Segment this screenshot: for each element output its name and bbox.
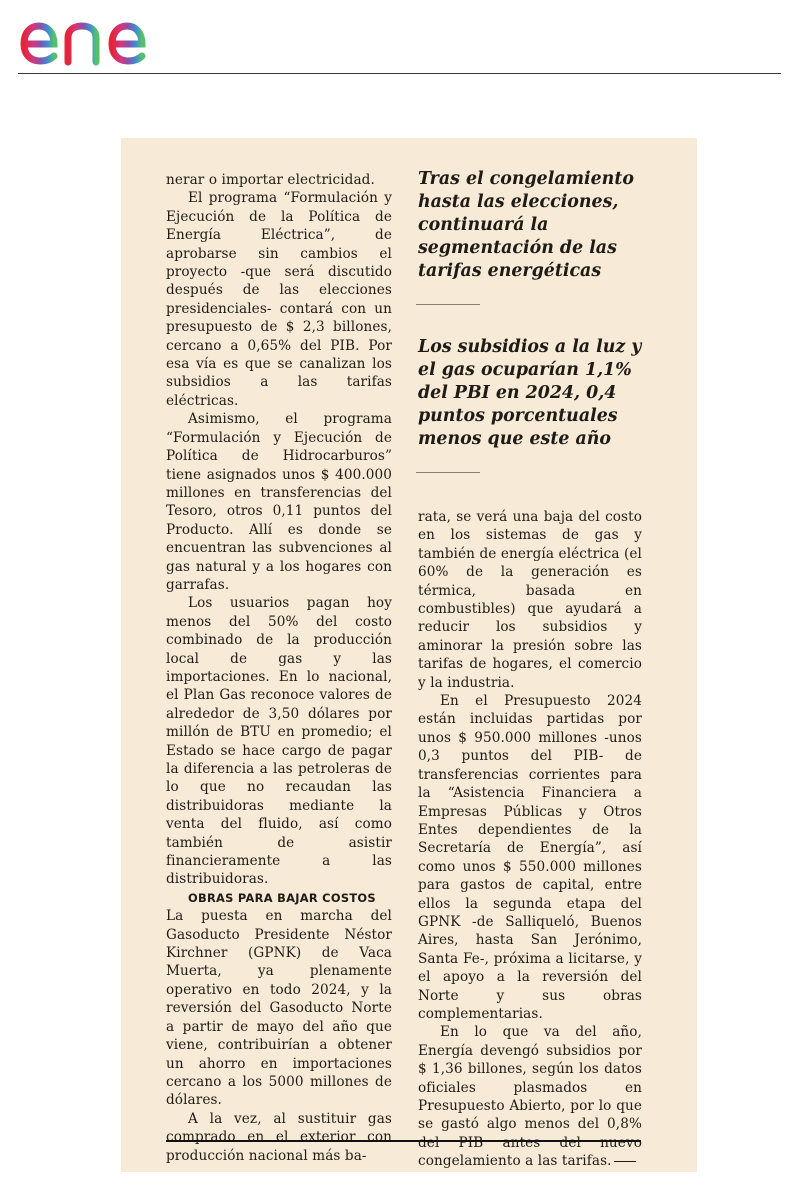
article-paragraph: rata, se verá una baja del costo en los sistemas de gas y también de energía eléctrica (el 60% de la generación es térmica, basada en combustibles) que ayudará a reducir los subsidios y aminorar la presión sobre las tarifas de hogares, el comercio y la industria.: [418, 509, 642, 691]
article-paragraph: A la vez, al sustituir gas comprado en el exterior con producción nacional más ba-: [166, 1110, 392, 1164]
pull-quote-divider: [416, 304, 480, 305]
article-paragraph: La puesta en marcha del Gasoducto Presidente Néstor Kirchner (GPNK) de Vaca Muerta, ya plenamente operativo en todo 2024, y la reversión del Gasoducto Norte a partir de mayo del año que viene, contribuirían a obtener un ahorro en importaciones cercano a los 5000 millones de dólares.: [166, 908, 392, 1109]
article-paragraph: El programa “Formulación y Ejecución de la Política de Energía Eléctrica”, de aprobarse sin cambios el proyecto -que será discutido después de las elecciones presidenciales- contará con un presupuesto de $ 2,3 billones, cercano a 0,65% del PIB. Por esa vía es que se canalizan los subsidios a las tarifas eléctricas.: [166, 190, 392, 409]
article-paragraph: nerar o importar electricidad.: [166, 172, 375, 188]
article-end-mark: [614, 1161, 636, 1162]
pull-quote-2: Los subsidios a la luz y el gas ocuparían 1,1% del PBI en 2024, 0,4 puntos porcentuales menos que este año: [418, 337, 642, 449]
article-paragraph: En lo que va del año, Energía devengó subsidios por $ 1,36 billones, según los datos oficiales plasmados en Presupuesto Abierto, por lo que se gastó algo menos del 0,8% del PIB antes del nuevo congelamiento a las tarifas.: [418, 1024, 642, 1170]
enel-logo: [16, 4, 186, 68]
article-paragraph: Los usuarios pagan hoy menos del 50% del costo combinado de la producción local de gas y las importaciones. En lo nacional, el Plan Gas reconoce valores de alrededor de 3,50 dólares por millón de BTU en promedio; el Estado se hace cargo de pagar la diferencia a las petroleras de lo que no recaudan las distribuidoras mediante la venta del fluido, así como también de asistir financieramente a las distribuidoras.: [166, 595, 392, 888]
section-subhead: OBRAS PARA BAJAR COSTOS: [188, 890, 376, 905]
article-paragraph: Asimismo, el programa “Formulación y Ejecución de Política de Hidrocarburos” tiene asignados unos $ 400.000 millones en transferencias del Tesoro, otros 0,11 puntos del Producto. Allí es donde se encuentran las subvenciones al gas natural y a los hogares con garrafas.: [166, 411, 392, 593]
article-right-column: [418, 508, 642, 1171]
pull-quote-1: Tras el congelamiento hasta las elecciones, continuará la segmentación de las tarifas energéticas: [418, 169, 634, 281]
article-left-column: [166, 171, 392, 1165]
pull-quote-divider: [416, 472, 480, 473]
article-paragraph: En el Presupuesto 2024 están incluidas partidas por unos $ 950.000 millones -unos 0,3 puntos del PIB- de transferencias corrientes para la “Asistencia Financiera a Empresas Públicas y Otros Entes dependientes de la Secretaría de Energía”, así como unos $ 550.000 millones para gastos de capital, entre ellos la segunda etapa del GPNK -de Salliqueló, Buenos Aires, hasta San Jerónimo, Santa Fe-, próxima a licitarse, y el apoyo a la reversión del Norte y sus obras complementarias.: [418, 693, 642, 1022]
article-end-rule: [166, 1140, 641, 1142]
header-rule: [18, 73, 781, 74]
